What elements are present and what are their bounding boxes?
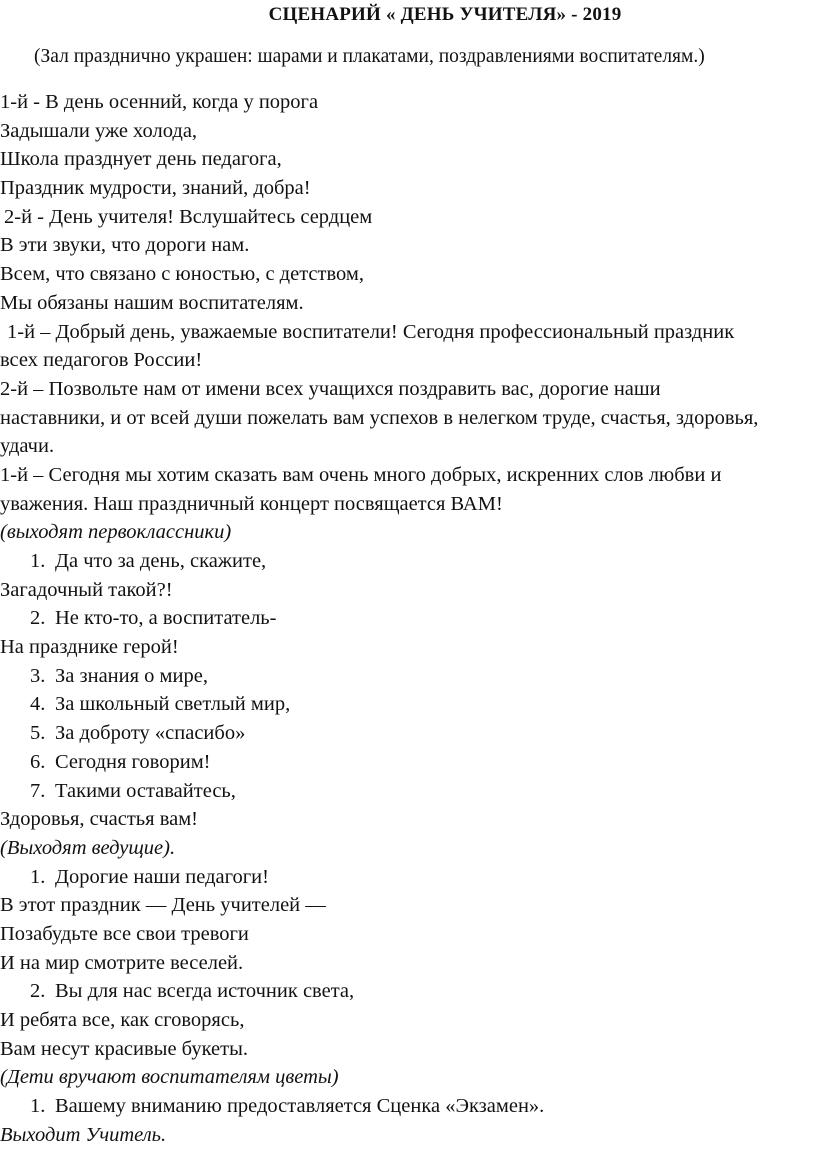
stage-direction-hosts: (Выходят ведущие). [0, 836, 176, 859]
line-number: 3. [30, 664, 46, 687]
line-02: Задышали уже холода, [0, 119, 198, 142]
line-08: Мы обязаны нашим воспитателям. [0, 291, 304, 314]
numbered-line-22 [0, 690, 816, 719]
line-31: И на мир смотрите веселей. [0, 951, 244, 974]
line-number: 6. [30, 750, 46, 773]
line-text: Сегодня говорим! [55, 750, 211, 773]
line-text: Вашему вниманию предоставляется Сценка «Экзамен». [55, 1095, 545, 1118]
line-05: 2-й - День учителя! Вслушайтесь сердцем [4, 205, 373, 228]
numbered-line-25 [0, 777, 816, 806]
stage-direction-first-graders: (выходят первоклассники) [0, 521, 232, 544]
line-09: 1-й – Добрый день, уважаемые воспитатели! Сегодня профессиональный праздник [7, 320, 735, 343]
stage-direction-flowers: (Дети вручают воспитателям цветы) [0, 1066, 339, 1089]
line-text: Вы для нас всегда источник света, [55, 980, 355, 1003]
line-06: В эти звуки, что дороги нам. [0, 234, 250, 257]
line-04: Праздник мудрости, знаний, добра! [0, 177, 311, 200]
line-number: 7. [30, 779, 46, 802]
line-26: Здоровья, счастья вам! [0, 808, 199, 831]
numbered-line-36 [0, 1092, 816, 1121]
stage-direction-intro: (Зал празднично украшен: шарами и плакатами, поздравлениями воспитателям.) [34, 46, 705, 67]
script-body [0, 88, 816, 1149]
line-text: Да что за день, скажите, [55, 550, 267, 572]
line-11: 2-й – Позвольте нам от имени всех учащихся поздравить вас, дорогие наши [0, 377, 661, 400]
numbered-line-24 [0, 748, 816, 777]
line-number: 2. [30, 980, 46, 1003]
line-30: Позабудьте все свои тревоги [0, 922, 249, 945]
line-text: За доброту «спасибо» [55, 722, 246, 745]
line-12: наставники, и от всей души пожелать вам успехов в нелегком труде, счастья, здоровья, [0, 406, 759, 429]
numbered-line-23 [0, 719, 816, 748]
line-number: 2. [30, 607, 46, 630]
line-29: В этот праздник — День учителей — [0, 894, 326, 917]
line-14: 1-й – Сегодня мы хотим сказать вам очень много добрых, искренних слов любви и [0, 463, 722, 486]
line-text: За знания о мире, [55, 664, 208, 687]
line-number: 4. [30, 693, 46, 716]
line-34: Вам несут красивые букеты. [0, 1037, 248, 1060]
line-text: Такими оставайтесь, [55, 779, 236, 802]
line-13: удачи. [0, 435, 55, 458]
line-number: 5. [30, 722, 46, 745]
line-text: Дорогие наши педагоги! [55, 865, 269, 888]
line-15: уважения. Наш праздничный концерт посвящается ВАМ! [0, 492, 503, 515]
stage-direction-teacher-enters: Выходит Учитель. [0, 1123, 167, 1146]
line-number: 1. [30, 865, 46, 888]
line-18: Загадочный такой?! [0, 578, 173, 601]
line-text: За школьный светлый мир, [55, 693, 291, 716]
numbered-line-28 [0, 863, 816, 892]
numbered-line-17 [0, 547, 816, 576]
numbered-line-21 [0, 662, 816, 691]
line-33: И ребята все, как сговорясь, [0, 1009, 245, 1031]
line-20: На празднике герой! [0, 636, 179, 659]
line-10: всех педагогов России! [0, 349, 203, 372]
line-number: 1. [30, 550, 46, 572]
document-title: СЦЕНАРИЙ « ДЕНЬ УЧИТЕЛЯ» - 2019 [268, 4, 622, 25]
numbered-line-32 [0, 977, 816, 1006]
line-number: 1. [30, 1095, 46, 1118]
line-text: Не кто-то, а воспитатель- [55, 607, 277, 630]
line-03: Школа празднует день педагога, [0, 148, 282, 171]
line-01: 1-й - В день осенний, когда у порога [0, 91, 319, 113]
numbered-line-19 [0, 604, 816, 633]
line-07: Всем, что связано с юностью, с детством, [0, 263, 364, 286]
